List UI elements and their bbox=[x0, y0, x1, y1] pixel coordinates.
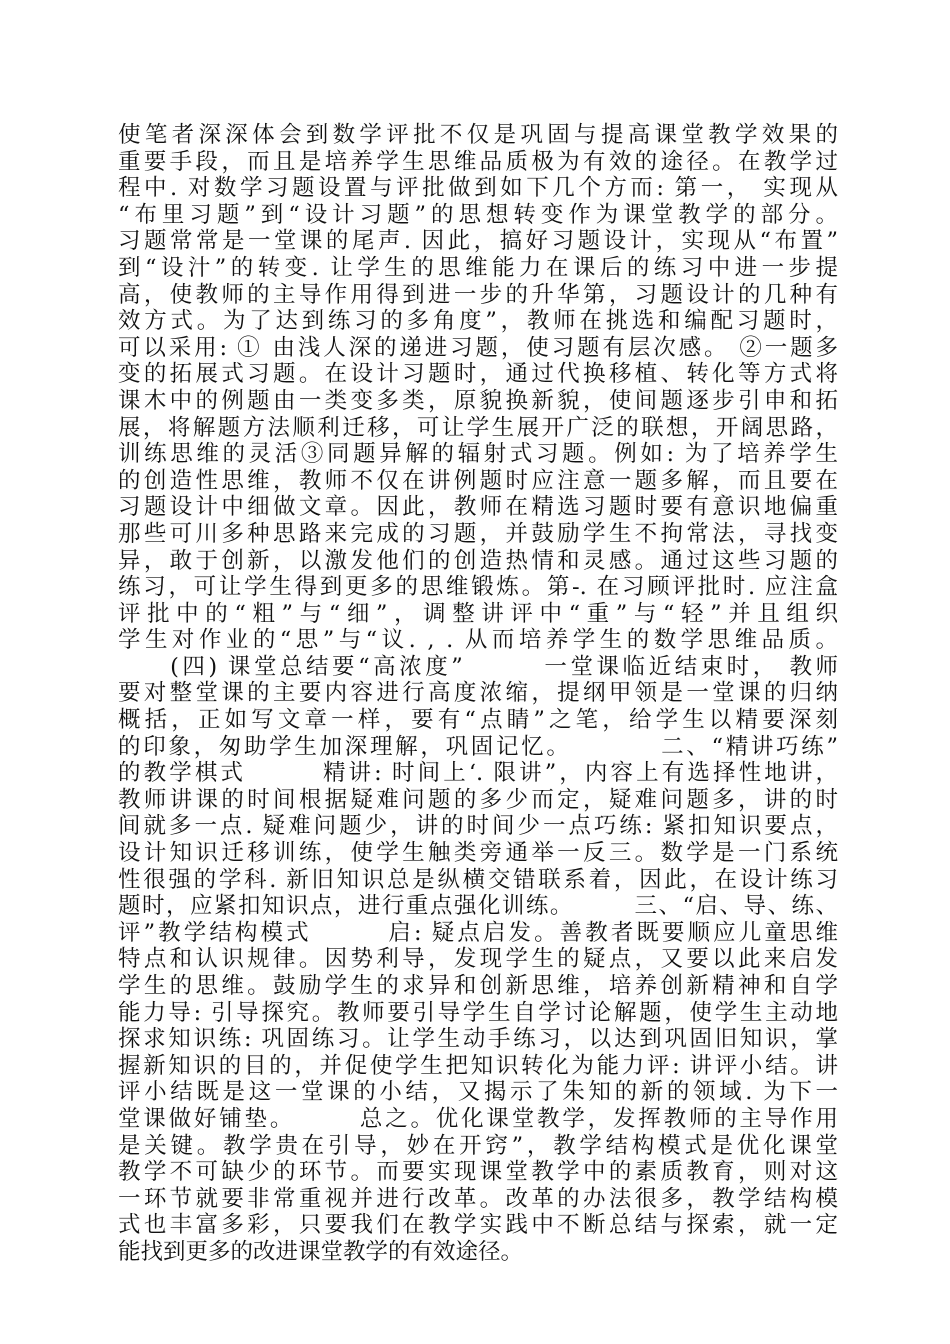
text-line: 评小结既是这一堂课的小结，又揭示了朱知的新的领域. 为下一 bbox=[118, 1079, 838, 1106]
text-line: 重要手段，而且是培养学生思维品质极为有效的途径。在教学过 bbox=[118, 148, 838, 175]
text-line: 性很强的学科. 新旧知识总是纵横交错联系着，因此，在设计练习 bbox=[118, 866, 838, 893]
text-line: 概括，正如写文章一样，要有“点睛”之笔，给学生以精要深刻 bbox=[118, 707, 838, 734]
text-line: 评”教学结构模式 启: 疑点启发。善教者既要顺应儿童思维 bbox=[118, 919, 838, 946]
text-line: 可以采用: ① 由浅人深的递进习题，使习题有层次感。 ②一题多 bbox=[118, 334, 838, 361]
text-line: 设计知识迁移训练，使学生触类旁通举一反三。数学是一门系统 bbox=[118, 840, 838, 867]
text-line: 学生的思维。鼓励学生的求异和创新思维，培养创新精神和自学 bbox=[118, 973, 838, 999]
text-line: 间就多一点. 疑难问题少，讲的时间少一点巧练: 紧扣知识要点， bbox=[118, 813, 838, 840]
text-line: 学生对作业的“思”与“议. , . 从而培养学生的数学思维品质。 bbox=[118, 627, 838, 654]
text-line: 异，敢于创新，以激发他们的创造热情和灵感。通过这些习题的 bbox=[118, 547, 838, 574]
text-line: (四) 课堂总结要“高浓度” 一堂课临近结束时， 教师 bbox=[118, 653, 838, 680]
text-line: 教师讲课的时间根据疑难问题的多少而定，疑难问题多，讲的时 bbox=[118, 786, 838, 813]
text-line: 训练思维的灵活③同题异解的辐射式习题。例如: 为了培养学生 bbox=[118, 441, 838, 468]
text-line: 堂课做好铺垫。 总之。优化课堂教学，发挥教师的主导作用 bbox=[118, 1105, 838, 1132]
text-line: 能找到更多的改进课堂教学的有效途径。 bbox=[118, 1238, 524, 1265]
text-line: 能力导: 引导探究。教师要引导学生自学讨论解题，使学生主动地 bbox=[118, 999, 838, 1026]
text-line: 练习，可让学生得到更多的思维锻炼。第-. 在习顾评批时. 应注盒 bbox=[118, 574, 838, 601]
text-line: 使笔者深深体会到数学评批不仅是巩固与提高课堂教学效果的 bbox=[118, 122, 838, 148]
text-line: 的创造性思维，教师不仅在讲例题时应注意一题多解，而且要在 bbox=[118, 467, 838, 494]
text-line: 式也丰富多彩，只要我们在教学实践中不断总结与探索，就一定 bbox=[118, 1212, 838, 1239]
text-line: 课木中的例题由一类变多类，原貌换新貌，使间题逐步引申和拓 bbox=[118, 387, 838, 414]
text-line: 程中. 对数学习题设置与评批做到如下几个方而: 第一， 实现从 bbox=[118, 175, 838, 202]
text-line: 习题设计中细做文章。因此，教师在精选习题时要有意识地偏重 bbox=[118, 494, 838, 521]
text-line: “布里习题”到“设计习题”的思想转变作为课堂教学的部分。 bbox=[118, 201, 838, 228]
text-line: 握新知识的目的，并促使学生把知识转化为能力评: 讲评小结。讲 bbox=[118, 1052, 838, 1079]
text-line: 探求知识练: 巩固练习。让学生动手练习，以达到巩固旧知识，掌 bbox=[118, 1026, 838, 1053]
text-line: 要对整堂课的主要内容进行高度浓缩，提纲甲领是一堂课的归纳 bbox=[118, 680, 838, 707]
text-line: 展，将解题方法顺利迁移，可让学生展开广泛的联想，开阔思路， bbox=[118, 414, 838, 441]
text-line: 高，使教师的主导作用得到进一步的升华第，习题设计的几种有 bbox=[118, 281, 838, 308]
text-line: 题时，应紧扣知识点，进行重点强化训练。 三、“启、导、练、 bbox=[118, 893, 838, 920]
text-line: 的印象，匆助学生加深理解，巩固记忆。 二、“精讲巧练” bbox=[118, 733, 838, 760]
text-line: 的教学棋式 精讲: 时间上‘. 限讲”，内容上有选择性地讲， bbox=[118, 760, 838, 787]
text-line: 一环节就要非常重视并进行改革。改革的办法很多，教学结构模 bbox=[118, 1185, 838, 1212]
text-line: 那些可川多种思路来完成的习题，并鼓励学生不拘常法，寻找变 bbox=[118, 520, 838, 547]
text-line: 评批中的“粗”与“细”，调整讲评中“重”与“轻”并且组织 bbox=[118, 600, 838, 627]
text-line: 变的拓展式习题。在设计习题时，通过代换移植、转化等方式将 bbox=[118, 361, 838, 388]
text-line: 教学不可缺少的环节。而要实现课堂教学中的素质教育，则对这 bbox=[118, 1159, 838, 1186]
text-line: 到“设汁”的转变. 让学生的思维能力在课后的练习中进一步提 bbox=[118, 254, 838, 281]
text-line: 是关键。教学贵在引导，妙在开窍”，教学结构模式是优化课堂 bbox=[118, 1132, 838, 1159]
text-line: 特点和认识规律。因势利导，发现学生的疑点，又要以此来启发 bbox=[118, 946, 838, 973]
text-line: 习题常常是一堂课的尾声. 因此，搞好习题设计，实现从“布置” bbox=[118, 228, 838, 255]
body-text bbox=[118, 122, 838, 1266]
text-line: 效方式。为了达到练习的多角度”，教师在挑选和编配习题时， bbox=[118, 308, 838, 335]
